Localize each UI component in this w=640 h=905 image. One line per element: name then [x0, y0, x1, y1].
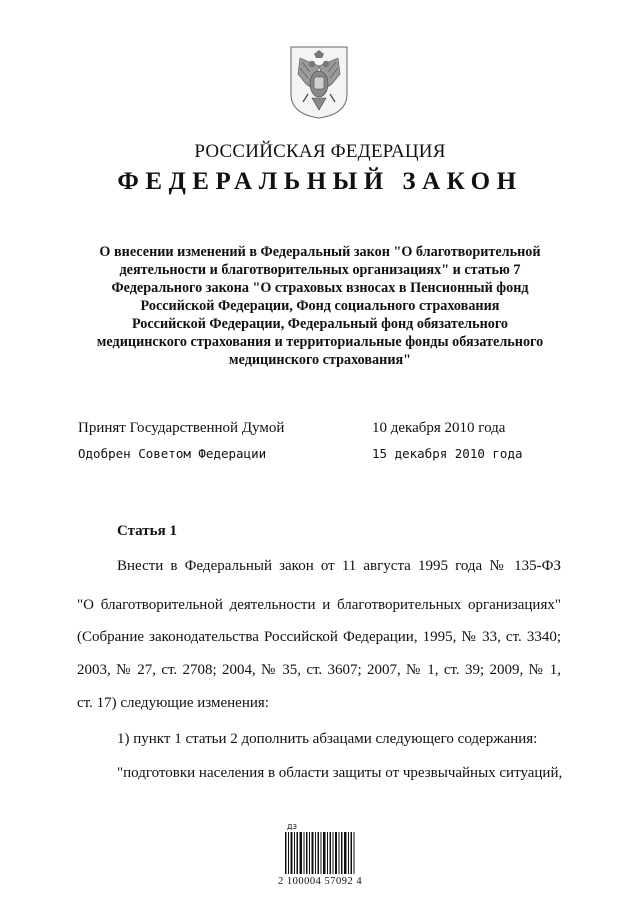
article-line: 1) пункт 1 статьи 2 дополнить абзацами следующего содержания: [117, 731, 538, 747]
law-title-line: Федерального закона "О страховых взносах в Пенсионный фонд [111, 280, 529, 296]
law-title-line: Российской Федерации, Фонд социального страхования [140, 298, 500, 314]
law-title-line: О внесении изменений в Федеральный закон "О благотворительной [99, 244, 541, 260]
article-heading: Статья 1 [117, 523, 177, 539]
article-line: 2003, № 27, ст. 2708; 2004, № 35, ст. 3607; 2007, № 1, ст. 39; 2009, № 1, [77, 662, 561, 678]
law-title-line: медицинского страхования и территориальные фонды обязательного [96, 334, 544, 350]
law-title [60, 243, 580, 369]
article-line: "подготовки населения в области защиты от чрезвычайных ситуаций, [117, 765, 563, 781]
council-approval-label: Одобрен Советом Федерации [78, 446, 267, 461]
law-type-heading: ФЕДЕРАЛЬНЫЙ ЗАКОН [117, 168, 523, 195]
duma-adoption-label: Принят Государственной Думой [78, 420, 285, 436]
barcode-bars-icon [255, 820, 385, 876]
barcode [255, 820, 385, 890]
council-approval-date: 15 декабря 2010 года [372, 446, 523, 461]
law-title-line: деятельности и благотворительных организациях" и статью 7 [119, 262, 521, 278]
duma-adoption-date: 10 декабря 2010 года [372, 420, 506, 436]
article-line: (Собрание законодательства Российской Федерации, 1995, № 33, ст. 3340; [77, 629, 561, 645]
country-name: РОССИЙСКАЯ ФЕДЕРАЦИЯ [194, 141, 446, 162]
law-title-line: Российской Федерации, Федеральный фонд обязательного [131, 316, 509, 332]
coat-of-arms-emblem [288, 44, 350, 120]
barcode-number: 2 100004 57092 4 [277, 876, 363, 887]
svg-text:ДЗ: ДЗ [287, 823, 297, 831]
article-line: "О благотворительной деятельности и благотворительных организациях" [77, 597, 561, 613]
law-title-line: медицинского страхования" [228, 352, 412, 368]
article-line: Внести в Федеральный закон от 11 августа 1995 года № 135-ФЗ [117, 558, 561, 574]
article-line: ст. 17) следующие изменения: [77, 695, 269, 711]
